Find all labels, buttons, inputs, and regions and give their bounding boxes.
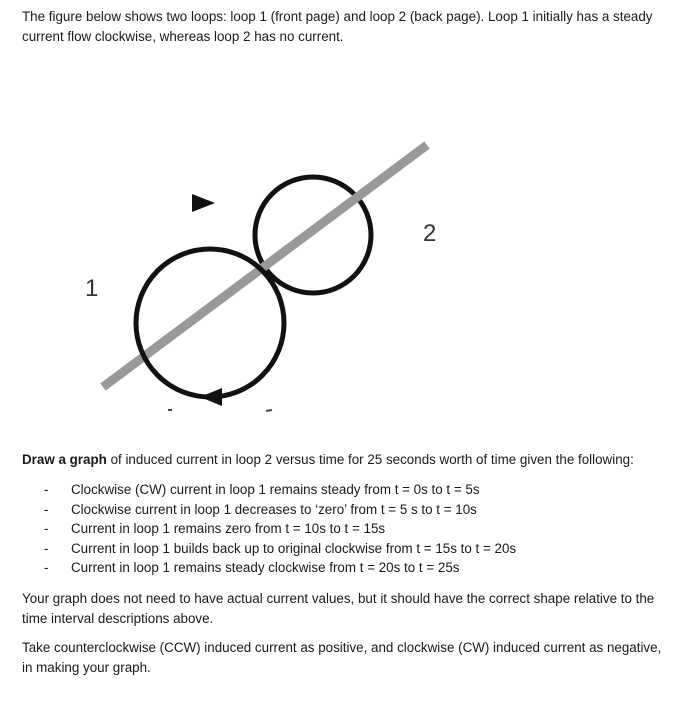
- sign-convention-text: Take counterclockwise (CCW) induced current as positive, and clockwise (CW) induced current as negative, in making your graph.: [22, 640, 662, 675]
- conditions-list: [0, 480, 696, 578]
- note-text: Your graph does not need to have actual current values, but it should have the correct shape relative to the time interval descriptions above.: [22, 591, 655, 626]
- intro-text: The figure below shows two loops: loop 1 (front page) and loop 2 (back page). Loop 1 initially has a steady current flow clockwise, whereas loop 2 has no current.: [22, 9, 653, 44]
- bullet-dash: -: [44, 540, 49, 556]
- bullet-text: Current in loop 1 remains steady clockwise from t = 20s to t = 25s: [71, 560, 460, 575]
- list-item: [0, 500, 696, 520]
- loop-1-top-arrow-icon: [192, 194, 215, 212]
- axis-rod: [103, 145, 427, 387]
- bullet-text: Current in loop 1 remains zero from t = 10s to t = 15s: [71, 521, 386, 536]
- two-loops-figure: [80, 130, 460, 420]
- instructions-rest: of induced current in loop 2 versus time for 25 seconds worth of time given the following:: [106, 452, 634, 467]
- loop-2-label: 2: [423, 220, 437, 247]
- small-mark: [266, 410, 272, 411]
- list-item: [0, 539, 696, 559]
- loop-1-bottom-arrow-icon: [200, 388, 222, 406]
- list-item: [0, 519, 696, 539]
- bullet-dash: -: [44, 501, 49, 517]
- list-item: [0, 558, 696, 578]
- loop-1-label: 1: [85, 275, 99, 302]
- list-item: [0, 480, 696, 500]
- bullet-text: Current in loop 1 builds back up to original clockwise from t = 15s to t = 20s: [71, 540, 517, 556]
- bullet-dash: -: [44, 482, 49, 497]
- bullet-text: Clockwise current in loop 1 decreases to ‘zero’ from t = 5 s to t = 10s: [71, 501, 477, 517]
- bullet-text: Clockwise (CW) current in loop 1 remains steady from t = 0s to t = 5s: [71, 482, 480, 497]
- loop-1-circle: [136, 249, 284, 397]
- bullet-dash: -: [44, 521, 49, 536]
- instructions: [22, 450, 672, 470]
- instructions-bold: Draw a graph: [22, 452, 107, 467]
- bullet-dash: -: [44, 560, 49, 575]
